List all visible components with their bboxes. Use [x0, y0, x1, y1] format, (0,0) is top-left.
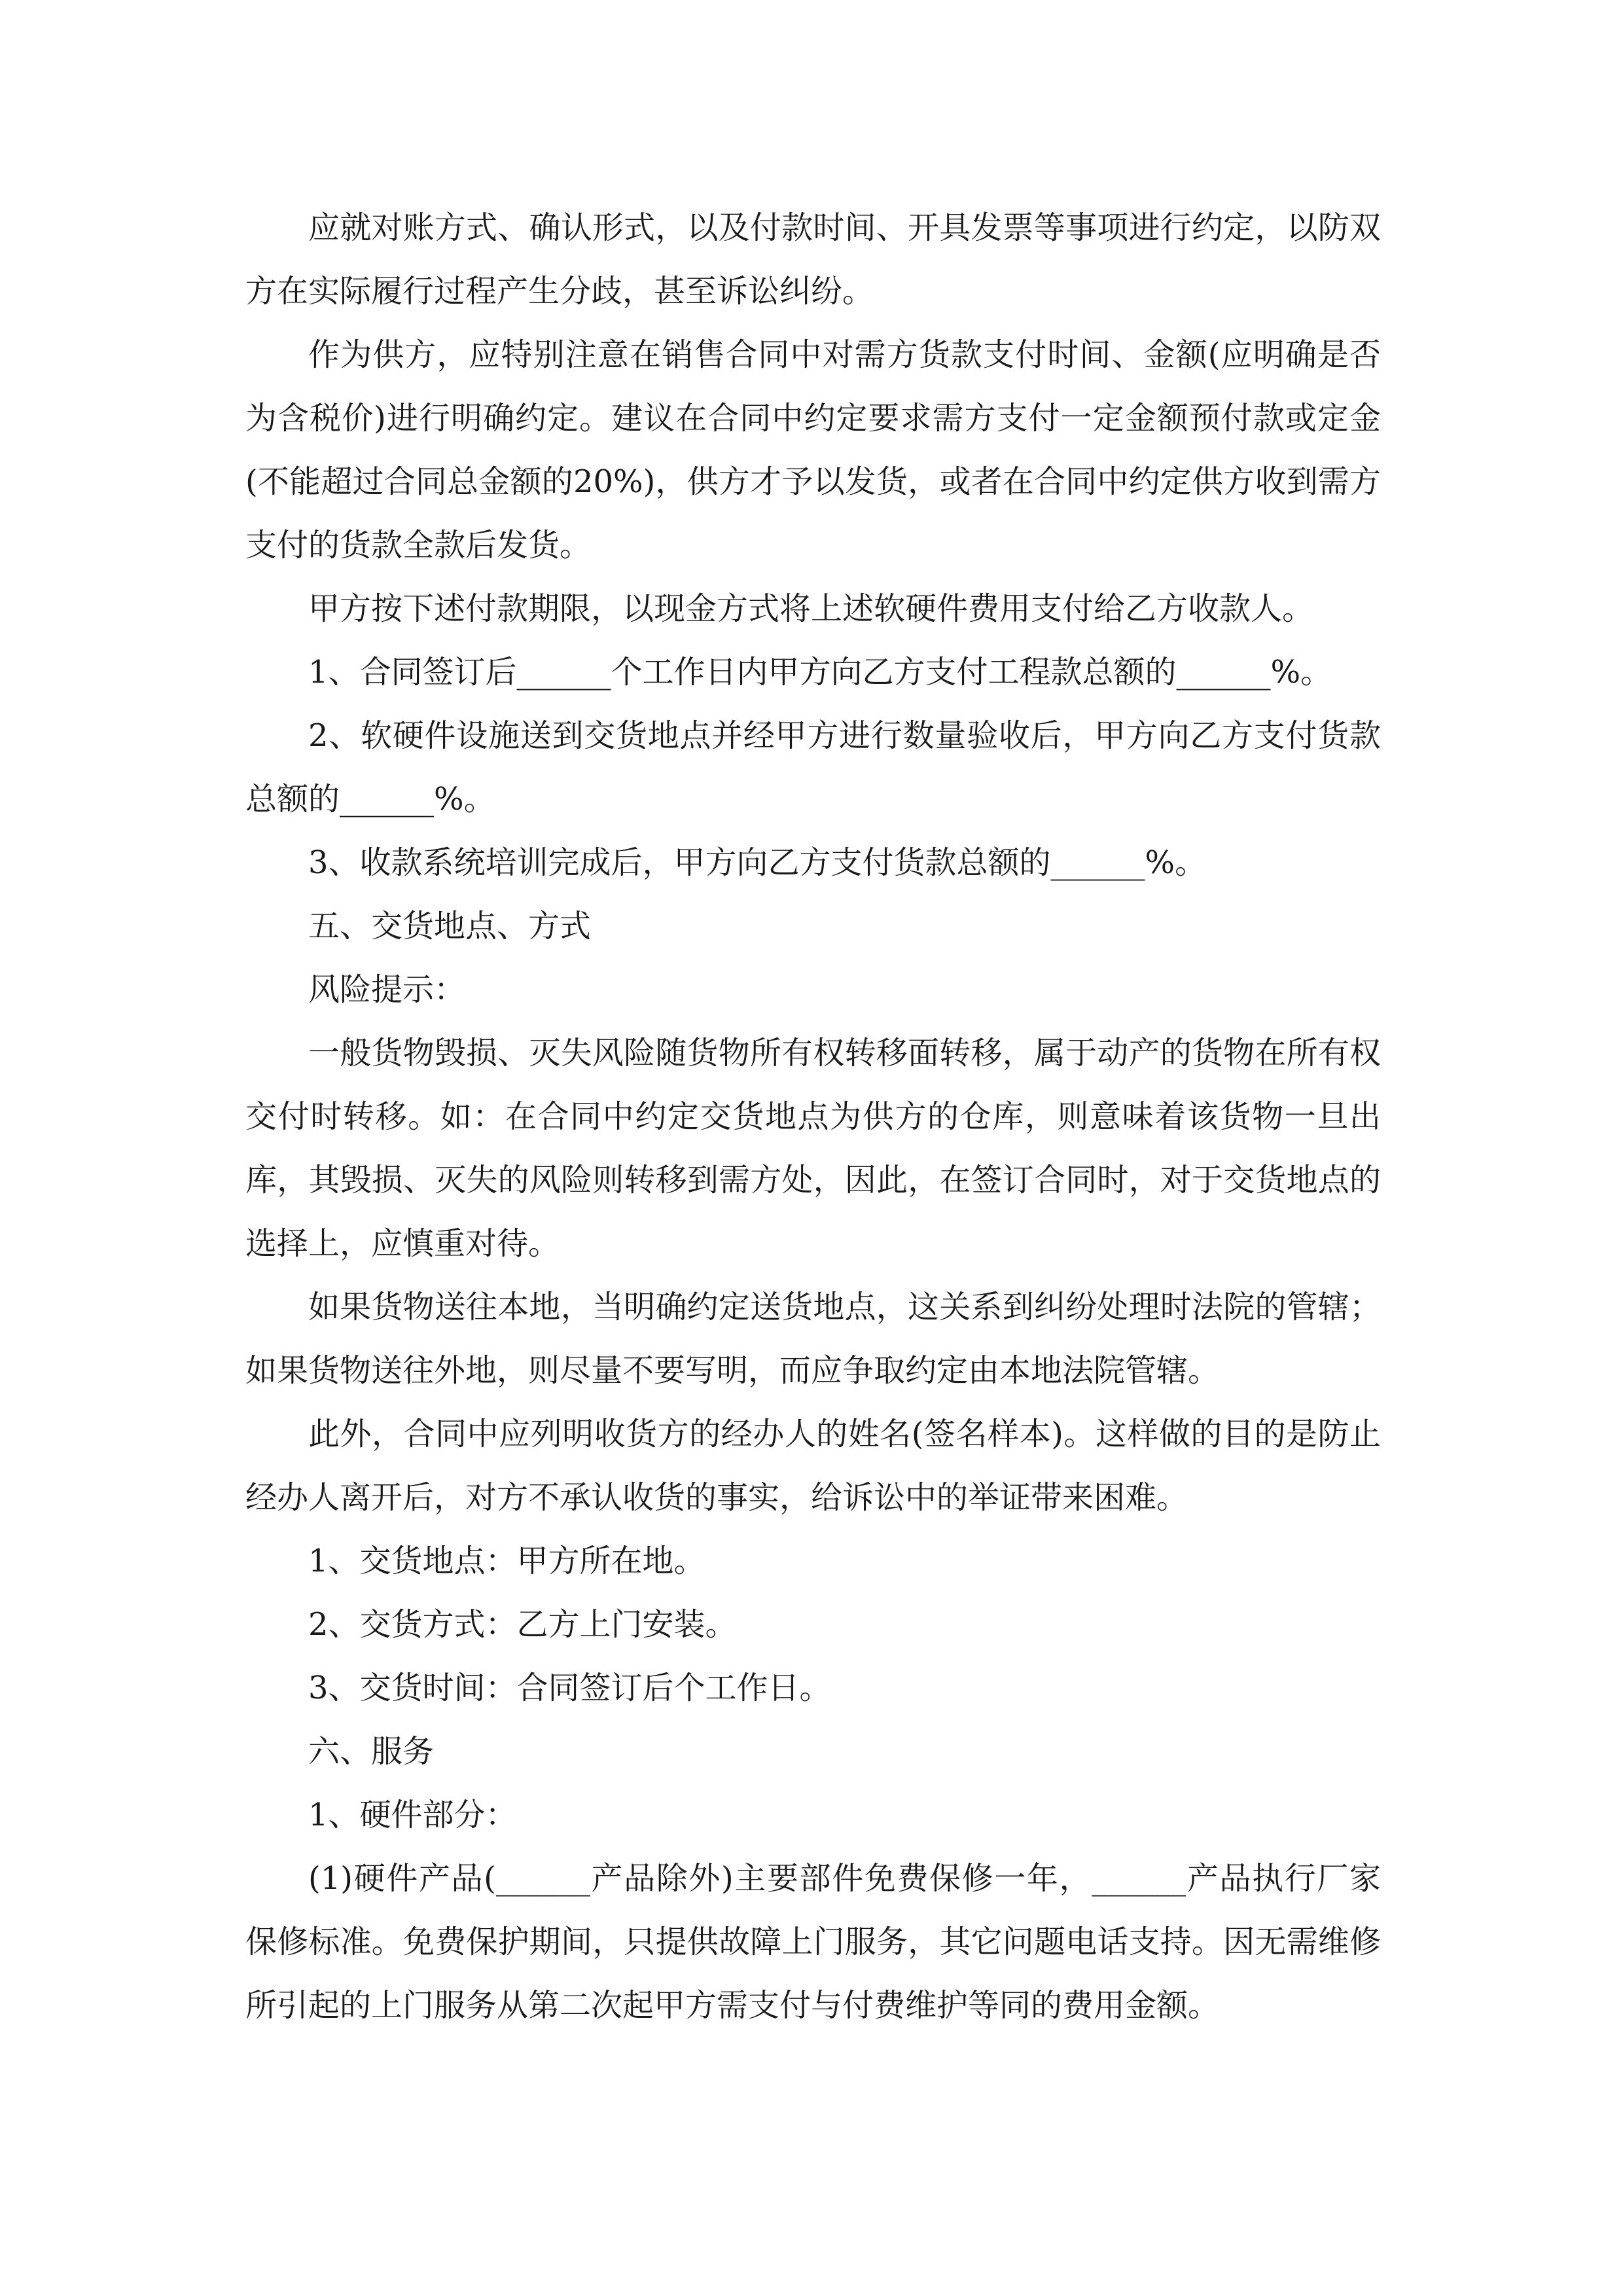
- paragraph: (1)硬件产品(______产品除外)主要部件免费保修一年，______产品执行厂家保修标准。免费保护期间，只提供故障上门服务，其它问题电话支持。因无需维修所引起的上门服务从第二次起甲方需支付与付费维护等同的费用金额。: [245, 1860, 1381, 2024]
- paragraph: 3、收款系统培训完成后，甲方向乙方支付货款总额的______%。: [308, 844, 1207, 881]
- document-body: [245, 196, 1381, 2037]
- paragraph: 1、交货地点：甲方所在地。: [308, 1543, 705, 1579]
- paragraph: 1、合同签订后______个工作日内甲方向乙方支付工程款总额的______%。: [308, 654, 1332, 691]
- paragraph: 3、交货时间：合同签订后个工作日。: [308, 1670, 831, 1706]
- paragraph: 一般货物毁损、灭失风险随货物所有权转移面转移，属于动产的货物在所有权交付时转移。如：在合同中约定交货地点为供方的仓库，则意味着该货物一旦出库，其毁损、灭失的风险则转移到需方处，因此，在签订合同时，对于交货地点的选择上，应慎重对待。: [245, 1035, 1381, 1262]
- section-heading: 五、交货地点、方式: [308, 908, 592, 944]
- paragraph: 作为供方，应特别注意在销售合同中对需方货款支付时间、金额(应明确是否为含税价)进行明确约定。建议在合同中约定要求需方支付一定金额预付款或定金(不能超过合同总金额的20%)，供方才予以发货，或者在合同中约定供方收到需方支付的货款全款后发货。: [245, 336, 1381, 564]
- section-heading: 六、服务: [308, 1733, 435, 1770]
- paragraph: 如果货物送往本地，当明确约定送货地点，这关系到纠纷处理时法院的管辖；如果货物送往外地，则尽量不要写明，而应争取约定由本地法院管辖。: [245, 1289, 1381, 1389]
- paragraph: 2、交货方式：乙方上门安装。: [308, 1606, 737, 1643]
- paragraph: 甲方按下述付款期限，以现金方式将上述软硬件费用支付给乙方收款人。: [308, 590, 1314, 627]
- paragraph: 应就对账方式、确认形式，以及付款时间、开具发票等事项进行约定，以防双方在实际履行过程产生分歧，甚至诉讼纠纷。: [245, 209, 1381, 310]
- paragraph: 风险提示：: [308, 971, 466, 1008]
- paragraph: 此外，合同中应列明收货方的经办人的姓名(签名样本)。这样做的目的是防止经办人离开后，对方不承认收货的事实，给诉讼中的举证带来困难。: [245, 1416, 1381, 1516]
- paragraph: 1、硬件部分：: [308, 1797, 517, 1833]
- paragraph: 2、软硬件设施送到交货地点并经甲方进行数量验收后，甲方向乙方支付货款总额的______%。: [245, 717, 1381, 817]
